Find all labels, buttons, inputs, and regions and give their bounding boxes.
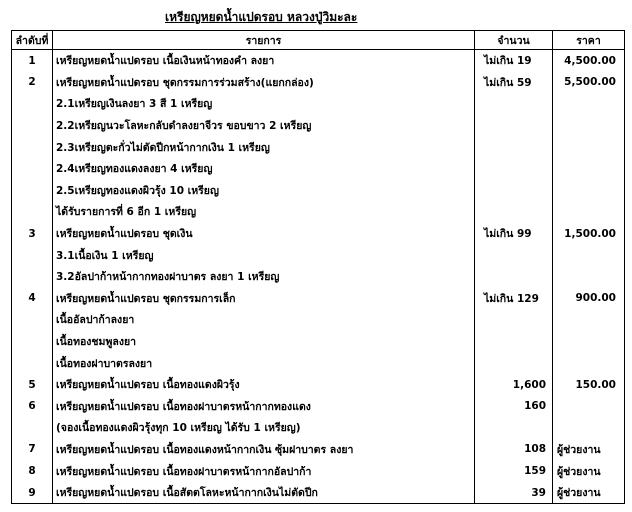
table-row xyxy=(12,72,625,94)
row-number: 8 xyxy=(12,460,53,482)
row-quantity: ไม่เกิน 129 xyxy=(475,288,553,310)
row-item: (จองเนื้อทองแดงผิวรุ้งทุก 10 เหรียญ ได้รับ 1 เหรียญ) xyxy=(53,417,475,439)
row-number xyxy=(12,201,53,223)
row-number: 6 xyxy=(12,396,53,418)
row-price xyxy=(553,244,625,266)
row-number: 4 xyxy=(12,288,53,310)
row-price xyxy=(553,136,625,158)
row-quantity xyxy=(475,417,553,439)
row-price: ผู้ช่วยงาน xyxy=(553,439,625,461)
row-number xyxy=(12,136,53,158)
row-number xyxy=(12,180,53,202)
table-row xyxy=(12,331,625,353)
table-row xyxy=(12,396,625,418)
row-item: เนื้อทองชมพูลงยา xyxy=(53,331,475,353)
row-price: 5,500.00 xyxy=(553,72,625,94)
table-row xyxy=(12,244,625,266)
price-table xyxy=(11,30,625,504)
row-quantity: ไม่เกิน 59 xyxy=(475,72,553,94)
table-row xyxy=(12,417,625,439)
row-price xyxy=(553,180,625,202)
row-quantity xyxy=(475,115,553,137)
row-price: 1,500.00 xyxy=(553,223,625,245)
row-quantity xyxy=(475,244,553,266)
table-row xyxy=(12,374,625,396)
row-number: 1 xyxy=(12,50,53,72)
table-header-row xyxy=(12,31,625,50)
row-item: เหรียญหยดน้ำแปดรอบ เนื้อเงินหน้าทองคำ ลงยา xyxy=(53,50,475,72)
row-item: เหรียญหยดน้ำแปดรอบ เนื้อทองฝาบาตรหน้ากากทองแดง xyxy=(53,396,475,418)
row-quantity: 108 xyxy=(475,439,553,461)
row-price xyxy=(553,201,625,223)
row-item: เหรียญหยดน้ำแปดรอบ ชุดเงิน xyxy=(53,223,475,245)
row-number: 7 xyxy=(12,439,53,461)
row-price xyxy=(553,417,625,439)
header-item: รายการ xyxy=(53,31,475,50)
row-price xyxy=(553,158,625,180)
row-quantity xyxy=(475,266,553,288)
row-item: 2.3เหรียญตะกั่วไม่ตัดปีกหน้ากากเงิน 1 เหรียญ xyxy=(53,136,475,158)
row-number: 2 xyxy=(12,72,53,94)
row-price xyxy=(553,309,625,331)
table-row xyxy=(12,50,625,72)
row-item: 2.5เหรียญทองแดงผิวรุ้ง 10 เหรียญ xyxy=(53,180,475,202)
row-quantity xyxy=(475,201,553,223)
row-price xyxy=(553,331,625,353)
row-price: 900.00 xyxy=(553,288,625,310)
row-item: เหรียญหยดน้ำแปดรอบ ชุดกรรมการเล็ก xyxy=(53,288,475,310)
table-row xyxy=(12,115,625,137)
row-quantity: 159 xyxy=(475,460,553,482)
row-price xyxy=(553,266,625,288)
row-number xyxy=(12,158,53,180)
row-price xyxy=(553,396,625,418)
row-quantity xyxy=(475,180,553,202)
row-item: เหรียญหยดน้ำแปดรอบ ชุดกรรมการร่วมสร้าง(แยกกล่อง) xyxy=(53,72,475,94)
row-quantity: ไม่เกิน 19 xyxy=(475,50,553,72)
table-row xyxy=(12,93,625,115)
row-quantity xyxy=(475,331,553,353)
row-price: 4,500.00 xyxy=(553,50,625,72)
row-item: 3.1เนื้อเงิน 1 เหรียญ xyxy=(53,244,475,266)
row-quantity: 160 xyxy=(475,396,553,418)
row-quantity: 1,600 xyxy=(475,374,553,396)
row-item: เหรียญหยดน้ำแปดรอบ เนื้อทองแดงหน้ากากเงิน ซุ้มฝาบาตร ลงยา xyxy=(53,439,475,461)
table-row xyxy=(12,136,625,158)
row-quantity xyxy=(475,93,553,115)
table-row xyxy=(12,158,625,180)
row-price: 150.00 xyxy=(553,374,625,396)
row-item: เนื้ออัลปาก้าลงยา xyxy=(53,309,475,331)
page-title: เหรียญหยดน้ำแปดรอบ หลวงปู่วิมะละ xyxy=(165,10,358,24)
row-price xyxy=(553,352,625,374)
row-number xyxy=(12,244,53,266)
table-row xyxy=(12,201,625,223)
row-price xyxy=(553,93,625,115)
row-quantity xyxy=(475,136,553,158)
table-row xyxy=(12,266,625,288)
row-item: เหรียญหยดน้ำแปดรอบ เนื้อสัตตโลหะหน้ากากเงินไม่ตัดปีก xyxy=(53,482,475,504)
table-row xyxy=(12,352,625,374)
row-number xyxy=(12,352,53,374)
row-item: 3.2อัลปาก้าหน้ากากทองฝาบาตร ลงยา 1 เหรียญ xyxy=(53,266,475,288)
row-item: เหรียญหยดน้ำแปดรอบ เนื้อทองฝาบาตรหน้ากากอัลปาก้า xyxy=(53,460,475,482)
row-number xyxy=(12,331,53,353)
row-price xyxy=(553,115,625,137)
table-row xyxy=(12,180,625,202)
row-item: 2.2เหรียญนวะโลหะกลับดำลงยาจีวร ขอบขาว 2 เหรียญ xyxy=(53,115,475,137)
row-number xyxy=(12,115,53,137)
row-item: เนื้อทองฝาบาตรลงยา xyxy=(53,352,475,374)
row-quantity xyxy=(475,309,553,331)
row-number xyxy=(12,93,53,115)
table-body xyxy=(12,50,625,504)
row-number xyxy=(12,309,53,331)
row-quantity xyxy=(475,158,553,180)
row-item: ได้รับรายการที่ 6 อีก 1 เหรียญ xyxy=(53,201,475,223)
header-price: ราคา xyxy=(553,31,625,50)
row-number xyxy=(12,266,53,288)
row-number: 9 xyxy=(12,482,53,504)
row-number: 3 xyxy=(12,223,53,245)
table-row xyxy=(12,482,625,504)
row-quantity xyxy=(475,352,553,374)
table-row xyxy=(12,288,625,310)
row-number xyxy=(12,417,53,439)
row-quantity: 39 xyxy=(475,482,553,504)
table-row xyxy=(12,309,625,331)
header-qty: จำนวน xyxy=(475,31,553,50)
row-price: ผู้ช่วยงาน xyxy=(553,482,625,504)
table-row xyxy=(12,460,625,482)
header-no: ลำดับที่ xyxy=(12,31,53,50)
row-item: 2.1เหรียญเงินลงยา 3 สี 1 เหรียญ xyxy=(53,93,475,115)
row-item: เหรียญหยดน้ำแปดรอบ เนื้อทองแดงผิวรุ้ง xyxy=(53,374,475,396)
row-price: ผู้ช่วยงาน xyxy=(553,460,625,482)
row-number: 5 xyxy=(12,374,53,396)
row-item: 2.4เหรียญทองแดงลงยา 4 เหรียญ xyxy=(53,158,475,180)
table-row xyxy=(12,439,625,461)
table-row xyxy=(12,223,625,245)
row-quantity: ไม่เกิน 99 xyxy=(475,223,553,245)
